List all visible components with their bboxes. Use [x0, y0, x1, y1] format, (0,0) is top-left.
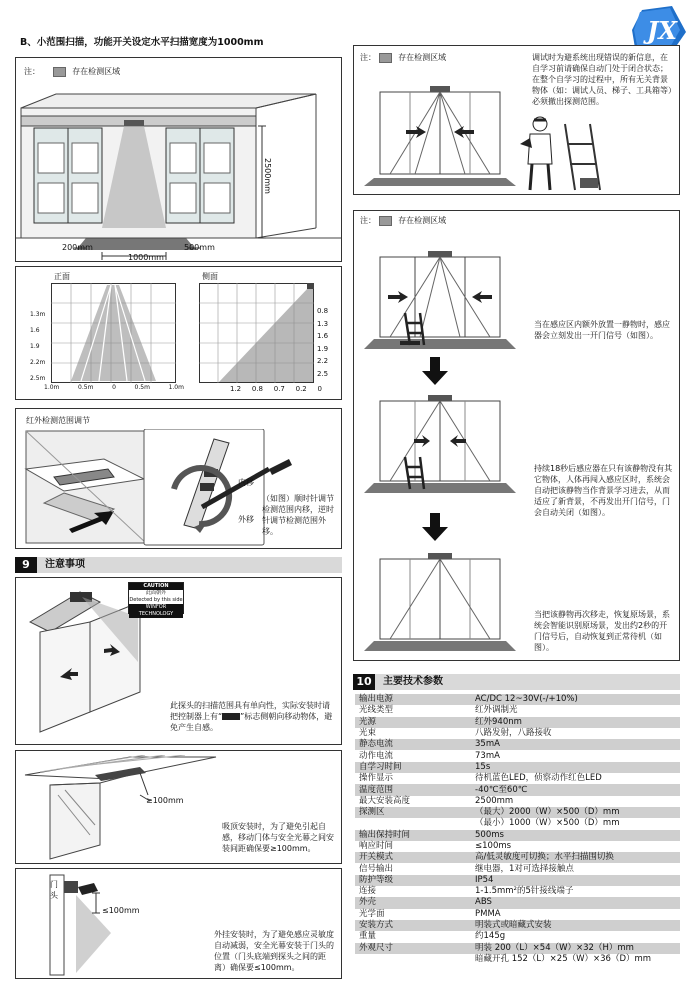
spec-key: 重量 — [355, 931, 471, 942]
spec-value: 八路发射，八路接收 — [471, 728, 680, 739]
spec-row — [355, 830, 680, 841]
caution-line1: 此面朝外 — [145, 590, 166, 596]
caution-brand: WINFOR TECHNOLOGY — [129, 604, 183, 618]
front-y-label: 2.5m — [30, 375, 46, 382]
down-arrow-icon — [422, 513, 448, 541]
main-door-figure — [15, 57, 342, 262]
section-b-title: B、小范围扫描，功能开关设定水平扫描宽度为1000mm — [20, 37, 264, 48]
spec-row — [355, 762, 680, 773]
spec-value: -40℃至60℃ — [471, 784, 680, 795]
legend-label: 存在检测区域 — [72, 67, 121, 76]
sequence-frame-1 — [360, 247, 525, 355]
front-x-labels — [44, 384, 184, 391]
spec-value: 73mA — [471, 750, 680, 761]
caution-label — [128, 582, 184, 617]
side-x-label: 1.2 — [230, 385, 242, 393]
spec-key: 探测区 — [355, 807, 471, 818]
spec-key: 开关模式 — [355, 852, 471, 863]
spec-value: 待机蓝色LED，侦察动作红色LED — [471, 773, 680, 784]
spec-row — [355, 694, 680, 705]
spec-value: （最大）2000（W）×500（D）mm — [471, 807, 680, 818]
spec-value: （最小）1000（W）×500（D）mm — [471, 818, 680, 829]
spec-value: 500ms — [471, 830, 680, 841]
note2-text: 吸顶安装时，为了避免引起自感，移动门体与安全光幕之间安装间距确保要≥100mm。 — [222, 822, 334, 853]
spec-row — [355, 717, 680, 728]
spec-value: 暗藏开孔 152（L）×25（W）×36（D）mm — [471, 954, 680, 965]
spec-key: 光束 — [355, 728, 471, 739]
note1-panel — [15, 577, 342, 745]
spec-key: 信号输出 — [355, 863, 471, 874]
spec-key: 连接 — [355, 886, 471, 897]
spec-key: 响应时间 — [355, 841, 471, 852]
spec-row — [355, 931, 680, 942]
side-x-label: 0.2 — [295, 385, 307, 393]
caution-title: CAUTION — [129, 583, 183, 590]
legend-note: 注： — [24, 67, 40, 76]
spec-row — [355, 954, 680, 965]
legend-swatch — [379, 216, 392, 226]
front-x-label: 1.0m — [44, 384, 60, 391]
spec-row — [355, 773, 680, 784]
spec-key — [355, 954, 471, 965]
front-chart-title: 正面 — [54, 272, 70, 281]
front-x-label: 0.5m — [78, 384, 94, 391]
spec-row — [355, 886, 680, 897]
note3-dim: ≤100mm — [102, 906, 140, 915]
spec-row — [355, 875, 680, 886]
spec-value: 约145g — [471, 931, 680, 942]
spec-key: 静态电流 — [355, 739, 471, 750]
spec-row — [355, 739, 680, 750]
spec-key: 动作电流 — [355, 750, 471, 761]
charts-panel — [15, 266, 342, 400]
legend-label: 存在检测区域 — [398, 53, 447, 62]
spec-value: 高/低灵敏度可切换；水平扫描围切换 — [471, 852, 680, 863]
logo-text: JX — [647, 16, 677, 45]
note2-dim: ≥100mm — [146, 796, 184, 805]
note1-text-start: 此探头的扫描范围具有单向性，实际安装时请把控制器上有“ — [170, 701, 330, 721]
spec-value: 1-1.5mm²的5针接线端子 — [471, 886, 680, 897]
side-x-label: 0 — [317, 385, 322, 393]
note3-panel — [15, 868, 342, 979]
front-y-label: 1.3m — [30, 311, 46, 318]
dim-width: 1000mm — [128, 253, 164, 262]
front-x-label: 0 — [112, 384, 116, 391]
spec-value: IP54 — [471, 875, 680, 886]
spec-value: 15s — [471, 762, 680, 773]
legend-label: 存在检测区域 — [398, 216, 447, 225]
section9-header — [15, 557, 342, 573]
spec-row — [355, 852, 680, 863]
spec-row — [355, 818, 680, 829]
spec-key: 光学面 — [355, 909, 471, 920]
legend-swatch — [53, 67, 66, 77]
note1-text — [170, 700, 336, 733]
spec-key: 外壳 — [355, 897, 471, 908]
spec-value: 明装 200（L）×54（W）×32（H）mm — [471, 943, 680, 954]
spec-key: 输出保持时间 — [355, 830, 471, 841]
spec-row — [355, 750, 680, 761]
spec-row — [355, 909, 680, 920]
spec-key: 温度范围 — [355, 784, 471, 795]
spec-row — [355, 920, 680, 931]
spec-value: 继电器，1对可选择接触点 — [471, 863, 680, 874]
side-chart — [199, 283, 314, 383]
legend — [24, 66, 120, 77]
ir-label-out: 外移 — [238, 515, 254, 524]
side-y-label: 1.9 — [317, 344, 329, 353]
spec-value: 红外940nm — [471, 717, 680, 728]
ir-adjust-note: （如图）顺时针调节检测范围内移，逆时针调节检测范围外移。 — [262, 494, 334, 536]
spec-value: AC/DC 12~30V(-/+10%) — [471, 694, 680, 705]
side-y-label: 1.3 — [317, 319, 329, 328]
sequence-frame-2 — [360, 391, 525, 499]
section10-header — [353, 674, 680, 690]
side-chart-title: 侧面 — [202, 272, 218, 281]
sequence-frame-3 — [360, 549, 525, 657]
spec-row — [355, 796, 680, 807]
spec-key: 外观尺寸 — [355, 943, 471, 954]
spec-key — [355, 818, 471, 829]
dim-height: 2500mm — [263, 158, 272, 194]
spec-key: 操作显示 — [355, 773, 471, 784]
spec-key: 光源 — [355, 717, 471, 728]
front-chart — [51, 283, 176, 383]
note3-label: 门头 — [50, 880, 58, 900]
spec-value: 明装式或暗藏式安装 — [471, 920, 680, 931]
front-y-labels — [30, 307, 52, 387]
legend-note: 注： — [360, 216, 376, 225]
note3-text: 外挂安装时，为了避免感应灵敏度自动减弱，安全光幕安装于门头的位置（门头底端到探头之间的距离）确保要≤100mm。 — [214, 930, 334, 972]
legend — [360, 52, 446, 63]
spec-value: PMMA — [471, 909, 680, 920]
spec-row — [355, 863, 680, 874]
spec-value: ABS — [471, 897, 680, 908]
side-y-label: 2.5 — [317, 369, 329, 378]
spec-key: 防护等级 — [355, 875, 471, 886]
section9-title: 注意事项 — [45, 559, 85, 570]
spec-key: 自学习时间 — [355, 762, 471, 773]
front-y-label: 1.6 — [30, 327, 40, 334]
learning-text: 调试时为避系统出现错误的新信息，在自学习前请确保自动门处于闭合状态；在整个自学习的过程中，所有无关背景物体（如：调试人员、梯子、工具箱等）必须撤出探测范围。 — [532, 53, 672, 106]
spec-row — [355, 943, 680, 954]
sequence-text-3: 当把该静物再次移走，恢复原场景，系统会智能识别原场景，发出约2秒的开门信号后，自动恢复到正常待机（如图）。 — [534, 610, 670, 652]
down-arrow-icon — [422, 357, 448, 385]
learning-panel — [353, 45, 680, 195]
legend-note: 注： — [360, 53, 376, 62]
spec-table — [355, 694, 680, 965]
sequence-text-2: 持续18秒后感应器在只有该静物没有其它物体，人体再闯入感应区时，系统会自动把该静物当作背景学习进去，从而适应了新背景，不再发出开门信号，门会自动关闭（如图）。 — [534, 464, 673, 517]
dim-right: 500mm — [184, 243, 215, 252]
front-x-label: 0.5m — [134, 384, 150, 391]
section9-number: 9 — [15, 557, 37, 573]
sequence-panel — [353, 210, 680, 661]
note1-text-end: ”标志侧朝向移动物体，避免产生自感。 — [170, 712, 333, 732]
spec-key: 输出电源 — [355, 694, 471, 705]
ir-adjust-panel — [15, 408, 342, 549]
side-y-label: 1.6 — [317, 332, 329, 340]
front-y-label: 1.9 — [30, 343, 40, 350]
side-x-label: 0.8 — [251, 385, 264, 393]
side-y-labels — [317, 305, 328, 380]
spec-row — [355, 728, 680, 739]
legend — [360, 215, 446, 226]
sequence-text-1: 当在感应区内额外放置一静物时，感应器会立刻发出一开门信号（如图）。 — [534, 320, 670, 340]
side-y-label: 2.2 — [317, 357, 329, 365]
dim-left: 200mm — [62, 243, 93, 252]
spec-key: 最大安装高度 — [355, 796, 471, 807]
front-x-label: 1.0m — [168, 384, 184, 391]
spec-row — [355, 897, 680, 908]
spec-value: 35mA — [471, 739, 680, 750]
caution-line2: Detected by this side — [129, 597, 183, 603]
side-y-label: 0.8 — [317, 307, 329, 315]
note2-panel — [15, 750, 342, 864]
spec-row — [355, 807, 680, 818]
caution-mini-icon — [222, 713, 240, 720]
side-x-labels — [230, 385, 322, 393]
spec-key: 光线类型 — [355, 705, 471, 716]
front-y-label: 2.2m — [30, 359, 46, 366]
ir-adjust-title: 红外检测范围调节 — [26, 416, 90, 425]
spec-row — [355, 784, 680, 795]
spec-value: 2500mm — [471, 796, 680, 807]
section10-title: 主要技术参数 — [383, 676, 443, 687]
spec-row — [355, 841, 680, 852]
spec-value: 红外调制光 — [471, 705, 680, 716]
spec-value: ≤100ms — [471, 841, 680, 852]
spec-key: 安装方式 — [355, 920, 471, 931]
spec-row — [355, 705, 680, 716]
section10-number: 10 — [353, 674, 375, 690]
legend-swatch — [379, 53, 392, 63]
side-x-label: 0.7 — [273, 385, 285, 393]
ir-label-in: 内移 — [238, 478, 254, 487]
